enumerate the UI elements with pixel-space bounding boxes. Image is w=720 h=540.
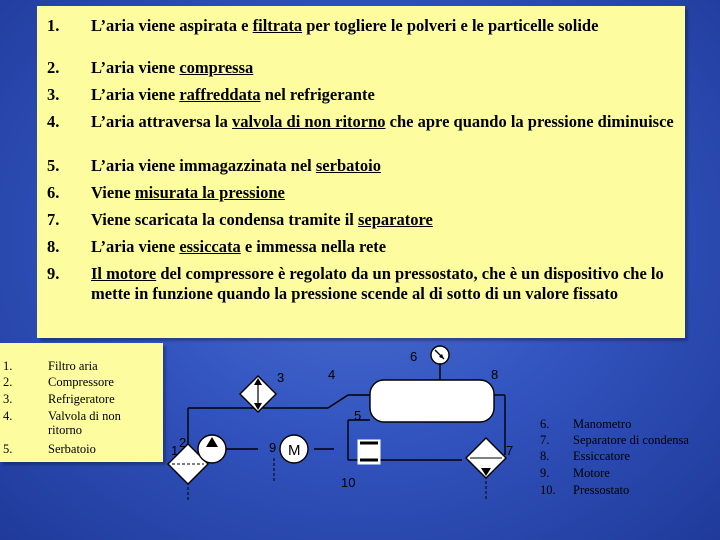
motor-letter: M: [288, 442, 301, 459]
step-keyword: compressa: [179, 58, 254, 77]
legend-label: Valvola di non ritorno: [48, 409, 121, 437]
legend-label: Pressostato: [573, 483, 630, 497]
step-number: 7.: [47, 210, 60, 229]
legend-number: 2.: [3, 375, 13, 389]
step-keyword: raffreddata: [179, 85, 261, 104]
legend-number: 1.: [3, 359, 13, 373]
step-keyword: Il motore: [91, 264, 157, 283]
legend-label: Refrigeratore: [48, 392, 115, 406]
step-text: L’aria viene: [91, 58, 180, 77]
step-text: e immessa nella rete: [240, 237, 387, 256]
step-text: del compressore è regolato da un pressostato, che è un dispositivo che lo mette in funzione quando la pressione scende al di sotto di un valore fissato: [91, 264, 664, 303]
label-8: 8: [491, 367, 499, 382]
step-number: 9.: [47, 264, 60, 283]
step-text: L’aria attraversa la: [91, 112, 232, 131]
label-6: 6: [410, 349, 418, 364]
legend-number: 3.: [3, 392, 13, 406]
legend-number: 9.: [540, 466, 550, 480]
legend-label: Essiccatore: [573, 449, 630, 463]
step-keyword: separatore: [358, 210, 433, 229]
drain-lines: [188, 458, 486, 500]
label-10: 10: [341, 475, 356, 490]
tank-symbol: [370, 380, 494, 422]
label-5: 5: [354, 408, 362, 423]
label-2: 2: [179, 435, 187, 450]
step-number: 6.: [47, 183, 60, 202]
step-text: L’aria viene aspirata e: [91, 16, 253, 35]
legend-right-panel: [540, 418, 720, 508]
step-number: 3.: [47, 85, 60, 104]
step-text: L’aria viene: [91, 85, 180, 104]
step-number: 2.: [47, 58, 60, 77]
legend-label: Serbatoio: [48, 442, 96, 456]
compressor-diagram: [150, 340, 540, 540]
step-keyword: serbatoio: [315, 156, 381, 175]
step-keyword: essiccata: [179, 237, 241, 256]
step-text: L’aria viene immagazzinata nel: [91, 156, 316, 175]
legend-label: Compressore: [48, 375, 114, 389]
legend-number: 7.: [540, 433, 550, 447]
step-text: Viene scaricata la condensa tramite il: [91, 210, 358, 229]
step-text: L’aria viene: [91, 237, 180, 256]
legend-label: Manometro: [573, 417, 632, 431]
legend-number: 4.: [3, 409, 13, 423]
label-1: 1: [171, 443, 179, 458]
legend-label: Filtro aria: [48, 359, 98, 373]
legend-left-panel: [0, 343, 163, 462]
step-text: nel refrigerante: [260, 85, 375, 104]
label-3: 3: [277, 370, 285, 385]
step-number: 1.: [47, 16, 60, 35]
step-number: 8.: [47, 237, 60, 256]
legend-number: 6.: [540, 417, 550, 431]
step-keyword: filtrata: [252, 16, 303, 35]
legend-number: 10.: [540, 483, 556, 497]
steps-panel: [37, 6, 685, 338]
label-7: 7: [506, 443, 514, 458]
legend-number: 8.: [540, 449, 550, 463]
step-text: per togliere le polveri e le particelle solide: [302, 16, 599, 35]
step-text: Viene: [91, 183, 135, 202]
legend-label: Motore: [573, 466, 610, 480]
step-keyword: misurata la pressione: [134, 183, 285, 202]
label-9: 9: [269, 440, 277, 455]
step-number: 5.: [47, 156, 60, 175]
legend-label: Separatore di condensa: [573, 433, 689, 447]
step-keyword: valvola di non ritorno: [231, 112, 386, 131]
step-number: 4.: [47, 112, 60, 131]
label-4: 4: [328, 367, 336, 382]
step-text: che apre quando la pressione diminuisce: [385, 112, 674, 131]
legend-number: 5.: [3, 442, 13, 456]
